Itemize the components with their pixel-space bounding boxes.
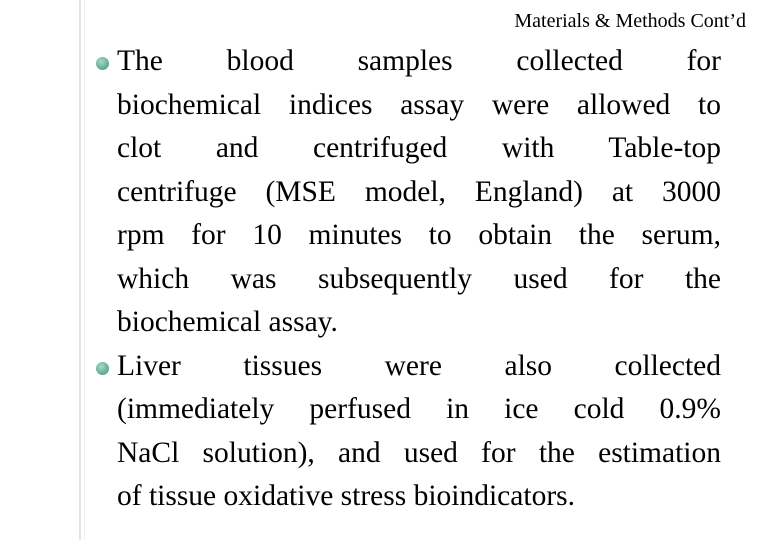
- bullet-line: of tissue oxidative stress bioindicators.: [117, 480, 575, 512]
- bullet-line: The blood samples collected for: [117, 45, 721, 77]
- left-decorative-rule-inner: [84, 0, 85, 540]
- slide-title: Materials & Methods Cont’d: [514, 10, 746, 32]
- bullet-dot-icon: [96, 362, 109, 375]
- left-decorative-rule: [79, 0, 81, 540]
- bullet-line: (immediately perfused in ice cold 0.9%: [117, 393, 721, 425]
- bullet-line: centrifuge (MSE model, England) at 3000: [117, 175, 721, 208]
- bullet-dot-icon: [96, 57, 109, 70]
- bullet-item-liver-tissues: [117, 345, 721, 519]
- bullet-line: rpm for 10 minutes to obtain the serum,: [117, 219, 721, 251]
- bullet-line: Liver tissues were also collected: [117, 349, 721, 382]
- bullet-item-blood-samples: [117, 40, 721, 345]
- bullet-line: clot and centrifuged with Table-top: [117, 132, 721, 164]
- bullet-line: biochemical assay.: [117, 306, 338, 338]
- bullet-line: biochemical indices assay were allowed to: [117, 88, 721, 121]
- bullet-line: which was subsequently used for the: [117, 262, 721, 295]
- bullet-list: [117, 40, 721, 519]
- bullet-line: NaCl solution), and used for the estimation: [117, 436, 721, 469]
